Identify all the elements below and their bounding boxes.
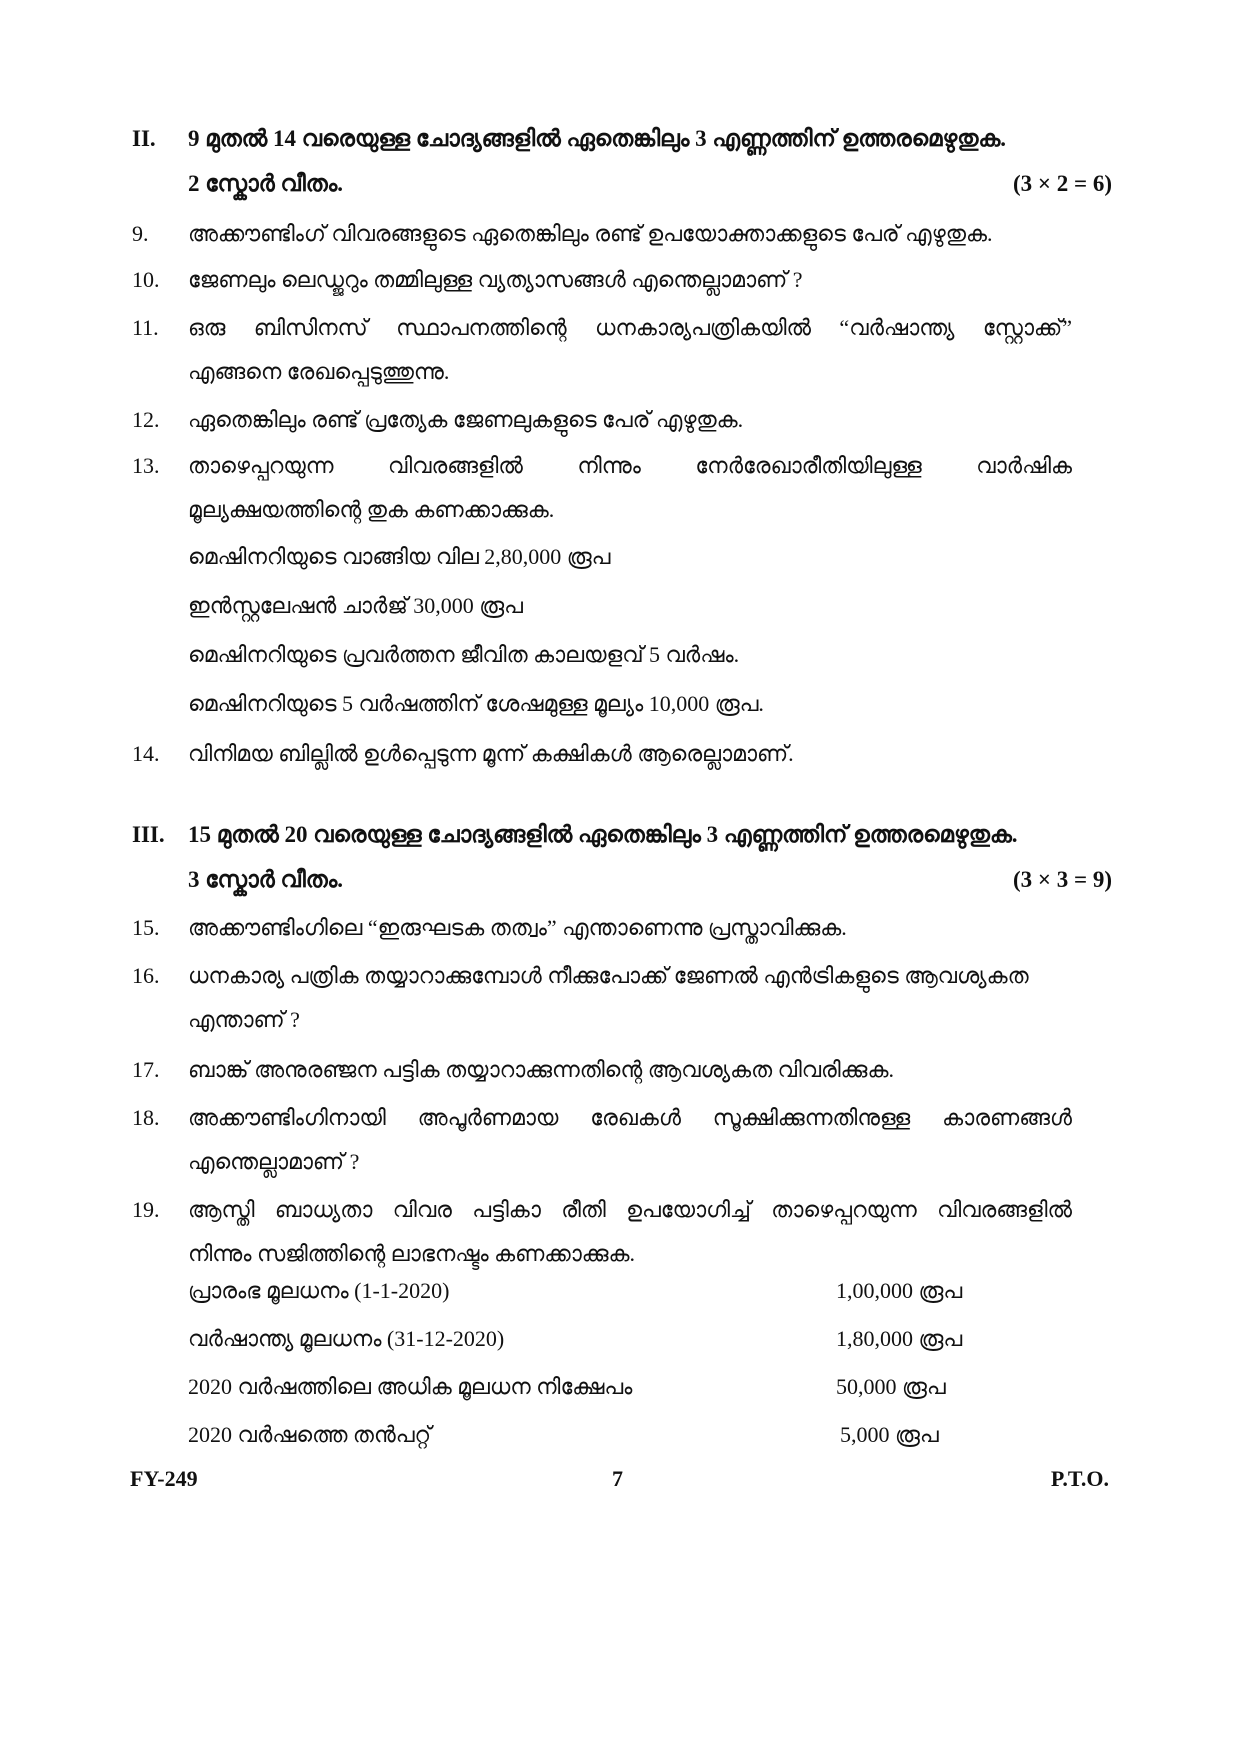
question-9 xyxy=(132,212,1072,256)
question-text-line-1: താഴെപ്പറയുന്ന വിവരങ്ങളിൽ നിന്നും നേർരേഖാരീതിയിലുള്ള വാർഷിക xyxy=(188,453,1072,478)
question-text-line-2: നിന്നും സജിത്തിന്റെ ലാഭനഷ്ടം കണക്കാക്കുക. xyxy=(188,1241,635,1266)
question-text-line-1: ആസ്തി ബാധ്യതാ വിവര പട്ടികാ രീതി ഉപയോഗിച്ച് താഴെപ്പറയുന്ന വിവരങ്ങളിൽ xyxy=(188,1197,1072,1222)
row-value: 1,80,000 രൂപ xyxy=(836,1326,963,1351)
question-text: ജേണലും ലെഡ്ജറും തമ്മിലുള്ള വ്യത്യാസങ്ങൾ എന്തെല്ലാമാണ് ? xyxy=(188,267,803,292)
question-text-line-1: ധനകാര്യ പത്രിക തയ്യാറാക്കുമ്പോൾ നീക്കുപോക്ക് ജേണൽ എൻട്രികളുടെ ആവശ്യകത xyxy=(188,963,1029,988)
question-text: ബാങ്ക് അനുരഞ്ജന പട്ടിക തയ്യാറാക്കുന്നതിന്റെ ആവശ്യകത വിവരിക്കുക. xyxy=(188,1057,894,1082)
row-value: 5,000 രൂപ xyxy=(840,1422,939,1447)
question-number: 14. xyxy=(132,741,160,766)
question-number: 18. xyxy=(132,1105,160,1130)
question-number: 12. xyxy=(132,407,160,432)
q13-detail: മെഷിനറിയുടെ പ്രവർത്തന ജീവിത കാലയളവ് 5 വർഷം. xyxy=(188,642,740,667)
q13-detail: മെഷിനറിയുടെ 5 വർഷത്തിന് ശേഷമുള്ള മൂല്യം 10,000 രൂപ. xyxy=(188,691,764,716)
question-text-line-2: എങ്ങനെ രേഖപ്പെടുത്തുന്നു. xyxy=(188,359,450,384)
question-18 xyxy=(132,1096,1072,1184)
question-text-line-2: എന്താണ് ? xyxy=(188,1007,300,1032)
question-number: 9. xyxy=(132,221,149,246)
question-number: 16. xyxy=(132,963,160,988)
section-marks: (3 × 2 = 6) xyxy=(1012,171,1112,196)
question-11 xyxy=(132,306,1072,394)
question-12 xyxy=(132,398,1072,442)
section-roman: II. xyxy=(132,126,156,151)
question-number: 11. xyxy=(132,315,159,340)
question-text: വിനിമയ ബില്ലിൽ ഉൾപ്പെടുന്ന മൂന്ന് കക്ഷികൾ ആരെല്ലാമാണ്. xyxy=(188,741,794,766)
row-value: 50,000 രൂപ xyxy=(836,1374,946,1399)
row-label: 2020 വർഷത്തെ തൻപറ്റ് xyxy=(188,1422,432,1447)
row-label: പ്രാരംഭ മൂലധനം (1-1-2020) xyxy=(188,1278,450,1303)
question-16 xyxy=(132,954,1072,1042)
question-text-line-2: മൂല്യക്ഷയത്തിന്റെ തുക കണക്കാക്കുക. xyxy=(188,497,555,522)
section-instruction: 9 മുതൽ 14 വരെയുള്ള ചോദ്യങ്ങളിൽ ഏതെങ്കിലും 3 എണ്ണത്തിന് ഉത്തരമെഴുതുക. xyxy=(188,126,1007,151)
question-text-line-1: ഒരു ബിസിനസ് സ്ഥാപനത്തിന്റെ ധനകാര്യപത്രികയിൽ “വർഷാന്ത്യ സ്റ്റോക്ക്” xyxy=(188,315,1072,340)
question-10 xyxy=(132,258,1072,302)
question-17 xyxy=(132,1048,1072,1092)
row-label: വർഷാന്ത്യ മൂലധനം (31-12-2020) xyxy=(188,1326,505,1351)
question-number: 10. xyxy=(132,267,160,292)
row-value: 1,00,000 രൂപ xyxy=(836,1278,963,1303)
question-13 xyxy=(132,444,1072,532)
question-19 xyxy=(132,1188,1072,1276)
question-14 xyxy=(132,732,1072,776)
section-marks: (3 × 3 = 9) xyxy=(1012,867,1112,892)
row-label: 2020 വർഷത്തിലെ അധിക മൂലധന നിക്ഷേപം xyxy=(188,1374,633,1399)
section-roman: III. xyxy=(132,822,165,847)
question-number: 13. xyxy=(132,453,160,478)
question-number: 17. xyxy=(132,1057,160,1082)
question-text-line-2: എന്തെല്ലാമാണ് ? xyxy=(188,1149,360,1174)
section-score: 2 സ്കോർ വീതം. xyxy=(188,171,344,196)
question-text: അക്കൗണ്ടിംഗ് വിവരങ്ങളുടെ ഏതെങ്കിലും രണ്ട് ഉപയോക്താക്കളുടെ പേര് എഴുതുക. xyxy=(188,221,993,246)
question-number: 19. xyxy=(132,1197,160,1222)
pto-note: P.T.O. xyxy=(1050,1466,1109,1491)
question-15 xyxy=(132,906,1072,950)
page-number: 7 xyxy=(612,1466,623,1491)
paper-code: FY-249 xyxy=(130,1466,198,1491)
question-text-line-1: അക്കൗണ്ടിംഗിനായി അപൂർണമായ രേഖകൾ സൂക്ഷിക്കുന്നതിനുള്ള കാരണങ്ങൾ xyxy=(188,1105,1072,1130)
section-instruction: 15 മുതൽ 20 വരെയുള്ള ചോദ്യങ്ങളിൽ ഏതെങ്കിലും 3 എണ്ണത്തിന് ഉത്തരമെഴുതുക. xyxy=(188,822,1018,847)
q13-detail: ഇൻസ്റ്റലേഷൻ ചാർജ് 30,000 രൂപ xyxy=(188,593,523,618)
question-text: ഏതെങ്കിലും രണ്ട് പ്രത്യേക ജേണലുകളുടെ പേര് എഴുതുക. xyxy=(188,407,744,432)
question-number: 15. xyxy=(132,915,160,940)
question-text: അക്കൗണ്ടിംഗിലെ “ഇരുഘടക തത്വം” എന്താണെന്നു പ്രസ്താവിക്കുക. xyxy=(188,915,847,940)
q13-detail: മെഷിനറിയുടെ വാങ്ങിയ വില 2,80,000 രൂപ xyxy=(188,544,611,569)
section-score: 3 സ്കോർ വീതം. xyxy=(188,867,344,892)
